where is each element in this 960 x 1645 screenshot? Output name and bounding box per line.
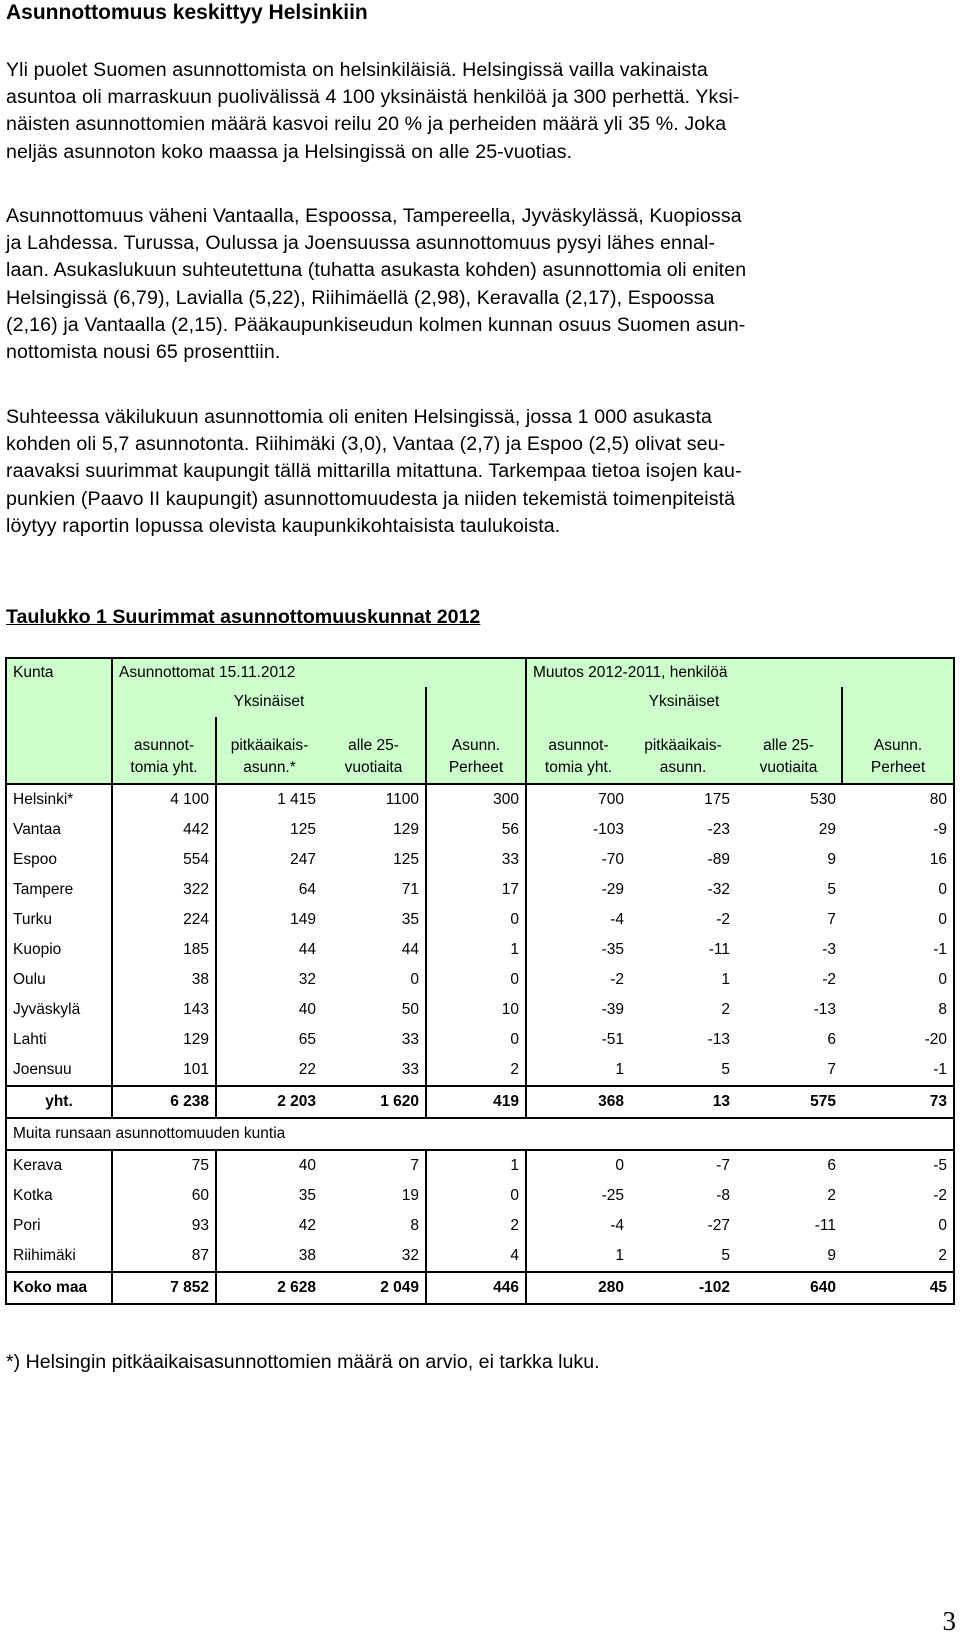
- row-label: Espoo: [6, 845, 112, 875]
- table-cell: 129: [393, 821, 419, 838]
- paragraph-line: raavaksi suurimmat kaupungit tällä mittarilla mitattuna. Tarkempaa tietoa isojen kau-: [6, 460, 742, 483]
- table-cell: -8: [716, 1187, 730, 1204]
- header-line: Perheet: [448, 759, 504, 776]
- table-cell: 0: [842, 965, 954, 995]
- table-cell: 7 852: [112, 1272, 216, 1304]
- table-cell: 40: [216, 995, 322, 1025]
- header-col: [526, 717, 630, 784]
- row-label: Riihimäki: [6, 1241, 112, 1272]
- table-cell: 1 415: [216, 784, 322, 815]
- row-label: Oulu: [6, 965, 112, 995]
- header-empty: [6, 687, 112, 717]
- row-label: Jyväskylä: [6, 995, 112, 1025]
- table-cell: -3: [822, 941, 836, 958]
- table-cell: -2: [842, 1181, 954, 1211]
- table-cell: 13: [630, 1086, 736, 1118]
- row-label: Tampere: [6, 875, 112, 905]
- table-cell: 2 049: [322, 1272, 426, 1304]
- table-cell: 80: [842, 784, 954, 815]
- table-cell: 2: [721, 1001, 730, 1018]
- table-cell: 32: [322, 1241, 426, 1272]
- table-cell: 101: [112, 1055, 216, 1086]
- row-label: Kerava: [6, 1150, 112, 1181]
- grand-total-row: [6, 1272, 954, 1304]
- row-label: Koko maa: [6, 1272, 112, 1304]
- table-cell: 0: [842, 875, 954, 905]
- table-cell: 7: [736, 1055, 842, 1086]
- table-cell: 1: [526, 1241, 630, 1272]
- table-cell: -29: [526, 875, 630, 905]
- table-row: [6, 875, 954, 905]
- table-cell: 247: [216, 845, 322, 875]
- header-col: [322, 717, 426, 784]
- table-cell: 9: [736, 1241, 842, 1272]
- table-cell: 6 238: [112, 1086, 216, 1118]
- table-cell: -7: [716, 1157, 730, 1174]
- table-cell: 87: [112, 1241, 216, 1272]
- table-cell: 50: [401, 1001, 419, 1018]
- paragraph-line: näisten asunnottomien määrä kasvoi reilu 20 % ja perheiden määrä yli 35 %. Joka: [6, 113, 727, 136]
- table-row: [6, 1150, 954, 1181]
- header-kunta: Kunta: [6, 658, 112, 687]
- header-col: [842, 717, 954, 784]
- footnote: *) Helsingin pitkäaikaisasunnottomien määrä on arvio, ei tarkka luku.: [6, 1351, 600, 1373]
- table-cell: -103: [526, 815, 630, 845]
- table-row: [6, 1241, 954, 1272]
- table-cell: -25: [526, 1181, 630, 1211]
- page-title: Asunnottomuus keskittyy Helsinkiin: [6, 1, 368, 24]
- table-cell: 0: [410, 971, 419, 988]
- table-cell: 32: [216, 965, 322, 995]
- paragraph-line: Helsingissä (6,79), Lavialla (5,22), Riihimäellä (2,98), Keravalla (2,17), Espoossa: [6, 286, 715, 309]
- row-label: Kotka: [6, 1181, 112, 1211]
- header-line: vuotiaita: [344, 759, 403, 776]
- table-row: [6, 1181, 954, 1211]
- table-row: [6, 815, 954, 845]
- total-row: [6, 1086, 954, 1118]
- table-cell: 10: [426, 995, 526, 1025]
- table-cell: -70: [526, 845, 630, 875]
- table-cell: 368: [526, 1086, 630, 1118]
- table-cell: -51: [526, 1025, 630, 1055]
- header-line: Asunn.: [451, 737, 501, 754]
- table-cell: -13: [707, 1031, 730, 1048]
- table-cell: -2: [822, 971, 836, 988]
- header-col: [426, 717, 526, 784]
- table-cell: 71: [401, 881, 419, 898]
- table-row: [6, 935, 954, 965]
- table-cell: 575: [736, 1086, 842, 1118]
- page-number: 3: [942, 1606, 956, 1636]
- table-cell: 8: [410, 1217, 419, 1234]
- header-col: [216, 717, 322, 784]
- paragraph-line: kohden oli 5,7 asunnotonta. Riihimäki (3,0), Vantaa (2,7) ja Espoo (2,5) olivat seu-: [6, 433, 726, 456]
- table-cell: 300: [426, 784, 526, 815]
- table-cell: -1: [842, 935, 954, 965]
- table-cell: 64: [216, 875, 322, 905]
- table-cell: -1: [842, 1055, 954, 1086]
- table-cell: 16: [842, 845, 954, 875]
- table-cell: 1: [721, 971, 730, 988]
- header-line: pitkäaikais-: [644, 737, 722, 754]
- table-cell: 65: [216, 1025, 322, 1055]
- table-row: [6, 845, 954, 875]
- table-cell: 29: [818, 821, 836, 838]
- header-line: pitkäaikais-: [230, 737, 309, 754]
- table-row: [6, 1025, 954, 1055]
- table-cell: 640: [736, 1272, 842, 1304]
- table-cell: 4: [426, 1241, 526, 1272]
- table-cell: -4: [526, 905, 630, 935]
- paragraph-line: Yli puolet Suomen asunnottomista on helsinkiläisiä. Helsingissä vailla vakinaista: [6, 59, 708, 81]
- section-row: [6, 1118, 954, 1150]
- table-cell: 446: [426, 1272, 526, 1304]
- table-cell: 1: [426, 935, 526, 965]
- table-cell: 1: [426, 1150, 526, 1181]
- row-label: Pori: [6, 1211, 112, 1241]
- paragraph-line: asuntoa oli marraskuun puolivälissä 4 100 yksinäistä henkilöä ja 300 perhettä. Yksi-: [6, 86, 740, 109]
- table-cell: 5: [827, 881, 836, 898]
- table-cell: -89: [707, 851, 730, 868]
- table-row: [6, 1211, 954, 1241]
- row-label: yht.: [6, 1086, 112, 1118]
- table-cell: 38: [216, 1241, 322, 1272]
- table-cell: 93: [191, 1217, 209, 1234]
- table-cell: 35: [401, 911, 419, 928]
- header-line: asunnot-: [548, 737, 609, 754]
- table-row: [6, 965, 954, 995]
- header-line: asunn.: [659, 759, 707, 776]
- table-cell: 0: [426, 1025, 526, 1055]
- table-cell: 19: [401, 1187, 419, 1204]
- table-cell: -32: [707, 881, 730, 898]
- table-cell: 7: [827, 911, 836, 928]
- table-cell: 224: [183, 911, 209, 928]
- paragraph-3: [6, 404, 946, 540]
- table-cell: 175: [704, 791, 730, 808]
- table-cell: -13: [813, 1001, 836, 1018]
- header-line: alle 25-: [348, 737, 399, 754]
- table-cell: 2: [827, 1187, 836, 1204]
- table-row: [6, 784, 954, 815]
- table-cell: 125: [216, 815, 322, 845]
- header-line: asunnot-: [133, 737, 195, 754]
- table-cell: 1100: [385, 791, 419, 808]
- homelessness-table: [5, 657, 955, 1305]
- table-cell: 60: [191, 1187, 209, 1204]
- table-cell: -11: [708, 941, 730, 958]
- header-line: Asunn.: [873, 737, 923, 754]
- row-label: Lahti: [6, 1025, 112, 1055]
- table-cell: -4: [526, 1211, 630, 1241]
- header-line: Perheet: [870, 759, 926, 776]
- table-cell: 129: [183, 1031, 209, 1048]
- paragraph-line: (2,16) ja Vantaalla (2,15). Pääkaupunkiseudun kolmen kunnan osuus Suomen asun-: [6, 313, 746, 336]
- header-line: tomia yht.: [544, 759, 613, 776]
- header-line: alle 25-: [763, 737, 814, 754]
- table-cell: 0: [842, 1211, 954, 1241]
- table-cell: 0: [842, 905, 954, 935]
- paragraph-line: punkien (Paavo II kaupungit) asunnottomuudesta ja niiden tekemistä toimenpiteistä: [6, 487, 736, 510]
- table-cell: 143: [183, 1001, 209, 1018]
- table-cell: 40: [216, 1150, 322, 1181]
- table-cell: 9: [827, 851, 836, 868]
- row-label: Joensuu: [6, 1055, 112, 1086]
- table-cell: 442: [183, 821, 209, 838]
- header-col: [736, 717, 842, 784]
- table-cell: 17: [426, 875, 526, 905]
- table-cell: 75: [191, 1157, 209, 1174]
- header-empty: [842, 687, 954, 717]
- table-title: Taulukko 1 Suurimmat asunnottomuuskunnat 2012: [6, 606, 481, 628]
- table-cell: 149: [216, 905, 322, 935]
- header-line: vuotiaita: [759, 759, 818, 776]
- table-row: [6, 905, 954, 935]
- table-cell: 322: [183, 881, 209, 898]
- table-cell: 2: [426, 1055, 526, 1086]
- table-cell: -39: [526, 995, 630, 1025]
- table-cell: 280: [526, 1272, 630, 1304]
- table-cell: 6: [827, 1031, 836, 1048]
- table-cell: 2: [842, 1241, 954, 1272]
- section-label: Muita runsaan asunnottomuuden kuntia: [6, 1118, 954, 1150]
- paragraph-2: [6, 203, 946, 366]
- table-cell: 56: [426, 815, 526, 845]
- header-col: [112, 717, 216, 784]
- table-cell: 554: [183, 851, 209, 868]
- table-cell: -23: [707, 821, 730, 838]
- paragraph-line: neljäs asunnoton koko maassa ja Helsingissä on alle 25-vuotias.: [6, 140, 573, 163]
- table-cell: 7: [410, 1157, 419, 1174]
- table-cell: 22: [216, 1055, 322, 1086]
- table-row: [6, 995, 954, 1025]
- paragraph-line: Asunnottomuus väheni Vantaalla, Espoossa, Tampereella, Jyväskylässä, Kuopiossa: [6, 205, 742, 227]
- table-cell: 5: [630, 1241, 736, 1272]
- row-label: Turku: [6, 905, 112, 935]
- table-cell: -102: [630, 1272, 736, 1304]
- table-cell: 2 628: [216, 1272, 322, 1304]
- table-cell: 0: [426, 965, 526, 995]
- row-label: Helsinki*: [6, 784, 112, 815]
- paragraph-line: nottomista nousi 65 prosenttiin.: [6, 341, 281, 364]
- table-cell: 33: [426, 845, 526, 875]
- paragraph-1: [6, 57, 946, 166]
- table-cell: -9: [842, 815, 954, 845]
- table-cell: 419: [426, 1086, 526, 1118]
- table-cell: 6: [827, 1157, 836, 1174]
- table-cell: -5: [842, 1150, 954, 1181]
- table-cell: 0: [426, 1181, 526, 1211]
- table-cell: 5: [630, 1055, 736, 1086]
- table-cell: 700: [526, 784, 630, 815]
- header-empty: [6, 717, 112, 784]
- table-cell: 1 620: [322, 1086, 426, 1118]
- header-col: [630, 717, 736, 784]
- header-group-homeless: Asunnottomat 15.11.2012: [112, 658, 526, 687]
- table-cell: 2 203: [216, 1086, 322, 1118]
- table-cell: -2: [526, 965, 630, 995]
- header-subgroup-singles-change: Yksinäiset: [526, 687, 842, 717]
- table-cell: 4 100: [170, 791, 209, 808]
- table-cell: 33: [401, 1031, 419, 1048]
- paragraph-line: ja Lahdessa. Turussa, Oulussa ja Joensuussa asunnottomuus pysyi lähes ennal-: [6, 232, 716, 255]
- table-cell: 0: [526, 1150, 630, 1181]
- table-cell: 530: [810, 791, 836, 808]
- header-line: tomia yht.: [130, 759, 198, 776]
- table-cell: 8: [842, 995, 954, 1025]
- table-cell: 45: [842, 1272, 954, 1304]
- table-cell: -27: [707, 1217, 730, 1234]
- row-label: Vantaa: [6, 815, 112, 845]
- header-empty: [426, 687, 526, 717]
- header-group-change: Muutos 2012-2011, henkilöä: [526, 658, 954, 687]
- header-subgroup-singles: Yksinäiset: [112, 687, 426, 717]
- table-cell: 33: [322, 1055, 426, 1086]
- table-cell: 185: [183, 941, 209, 958]
- row-label: Kuopio: [6, 935, 112, 965]
- paragraph-line: löytyy raportin lopussa olevista kaupunkikohtaisista taulukoista.: [6, 514, 561, 537]
- table-cell: 73: [842, 1086, 954, 1118]
- header-line: asunn.*: [243, 759, 296, 776]
- table-cell: 125: [393, 851, 419, 868]
- table-cell: 44: [216, 935, 322, 965]
- table-cell: -20: [842, 1025, 954, 1055]
- paragraph-line: laan. Asukaslukuun suhteutettuna (tuhatta asukasta kohden) asunnottomia oli eniten: [6, 259, 747, 282]
- table-cell: 42: [216, 1211, 322, 1241]
- table-cell: 2: [426, 1211, 526, 1241]
- paragraph-line: Suhteessa väkilukuun asunnottomia oli eniten Helsingissä, jossa 1 000 asukasta: [6, 406, 712, 428]
- table-row: [6, 1055, 954, 1086]
- table-cell: 44: [401, 941, 419, 958]
- table-cell: 0: [426, 905, 526, 935]
- table-cell: -35: [526, 935, 630, 965]
- table-cell: -2: [716, 911, 730, 928]
- table-cell: 1: [526, 1055, 630, 1086]
- table-cell: -11: [814, 1217, 836, 1234]
- table-cell: 35: [216, 1181, 322, 1211]
- table-cell: 38: [191, 971, 209, 988]
